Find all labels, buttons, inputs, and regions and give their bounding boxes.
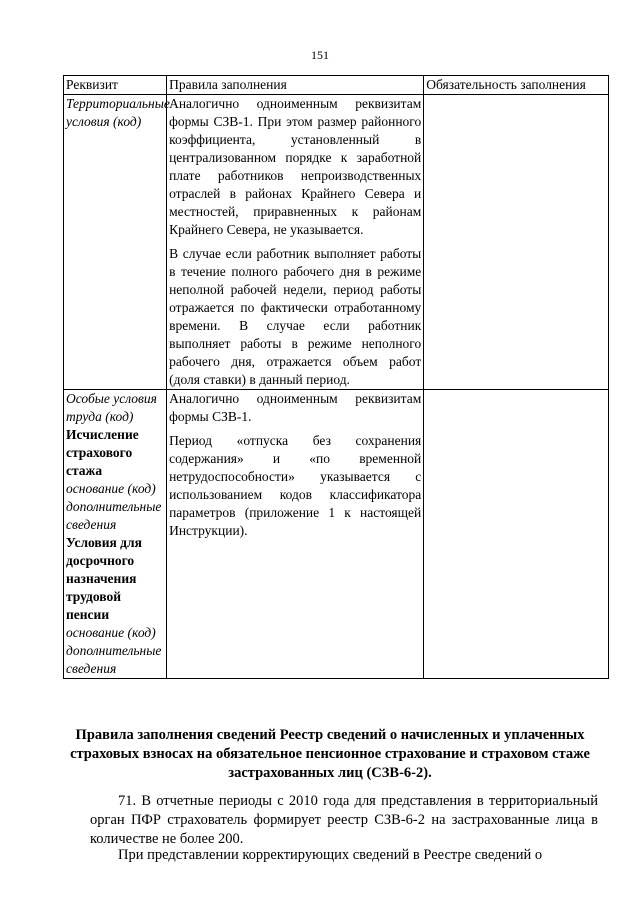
header-rules: Правила заполнения — [167, 76, 424, 95]
table-header-row — [64, 76, 609, 95]
paragraph-71: 71. В отчетные периоды с 2010 года для представления в территориальный орган ПФР страхователь формирует реестр СЗВ-6-2 на застрахованные лица в количестве не более 200. — [90, 793, 598, 847]
requisite-additional-info: дополнительные сведения — [66, 499, 162, 532]
section-title: Правила заполнения сведений Реестр сведений о начисленных и уплаченных страховых взносах на обязательное пенсионное страхование и страховом стаже застрахованных лиц (СЗВ-6-2). — [70, 727, 590, 781]
requisite-additional-info: дополнительные сведения — [66, 643, 162, 676]
requisite-cell — [64, 390, 167, 679]
rules-table — [63, 75, 609, 679]
requisite-early-pension: Условия для досрочного назначения трудовой пенсии — [66, 535, 142, 622]
header-requisite: Реквизит — [64, 76, 167, 95]
requisite-cell — [64, 95, 170, 390]
rule-paragraph: В случае если работник выполняет работы в течение полного рабочего дня в режиме неполной рабочей недели, период работы отражается по фактически отработанному времени. В случае если работник выполняет работы в режиме неполного рабочего дня, отражается объем работ (доля ставки) в данный период. — [169, 246, 422, 387]
table-row — [64, 390, 609, 679]
rule-paragraph: Аналогично одноименным реквизитам формы СЗВ-1. При этом размер районного коэффициента, установленный в централизованном порядке к заработной плате работников непроизводственных отраслей в районах Крайнего Севера и местностей, приравненных к районам Крайнего Севера, не указывается. — [169, 96, 422, 237]
obligation-cell — [424, 390, 609, 679]
page-number: 151 — [311, 48, 329, 62]
paragraph-continuation: При представлении корректирующих сведений в Реестре сведений о — [118, 847, 543, 863]
requisite-basis-code: основание (код) — [66, 625, 156, 640]
requisite-basis-code: основание (код) — [66, 481, 156, 496]
requisite-insurance-seniority: Исчисление страхового стажа — [66, 427, 139, 478]
rules-cell — [167, 95, 424, 390]
table-row — [64, 95, 609, 390]
rule-paragraph: Период «отпуска без сохранения содержания» и «по временной нетрудоспособности» указывается с использованием кодов классификатора параметров (приложение 1 к настоящей Инструкции). — [169, 433, 422, 538]
requisite-territorial: Территориальные условия (код) — [66, 96, 170, 129]
header-obligation: Обязательность заполнения — [424, 76, 609, 95]
rule-paragraph: Аналогично одноименным реквизитам формы СЗВ-1. — [169, 391, 422, 424]
requisite-special-conditions: Особые условия труда (код) — [66, 391, 157, 424]
rules-cell — [167, 390, 424, 679]
obligation-cell — [424, 95, 609, 390]
